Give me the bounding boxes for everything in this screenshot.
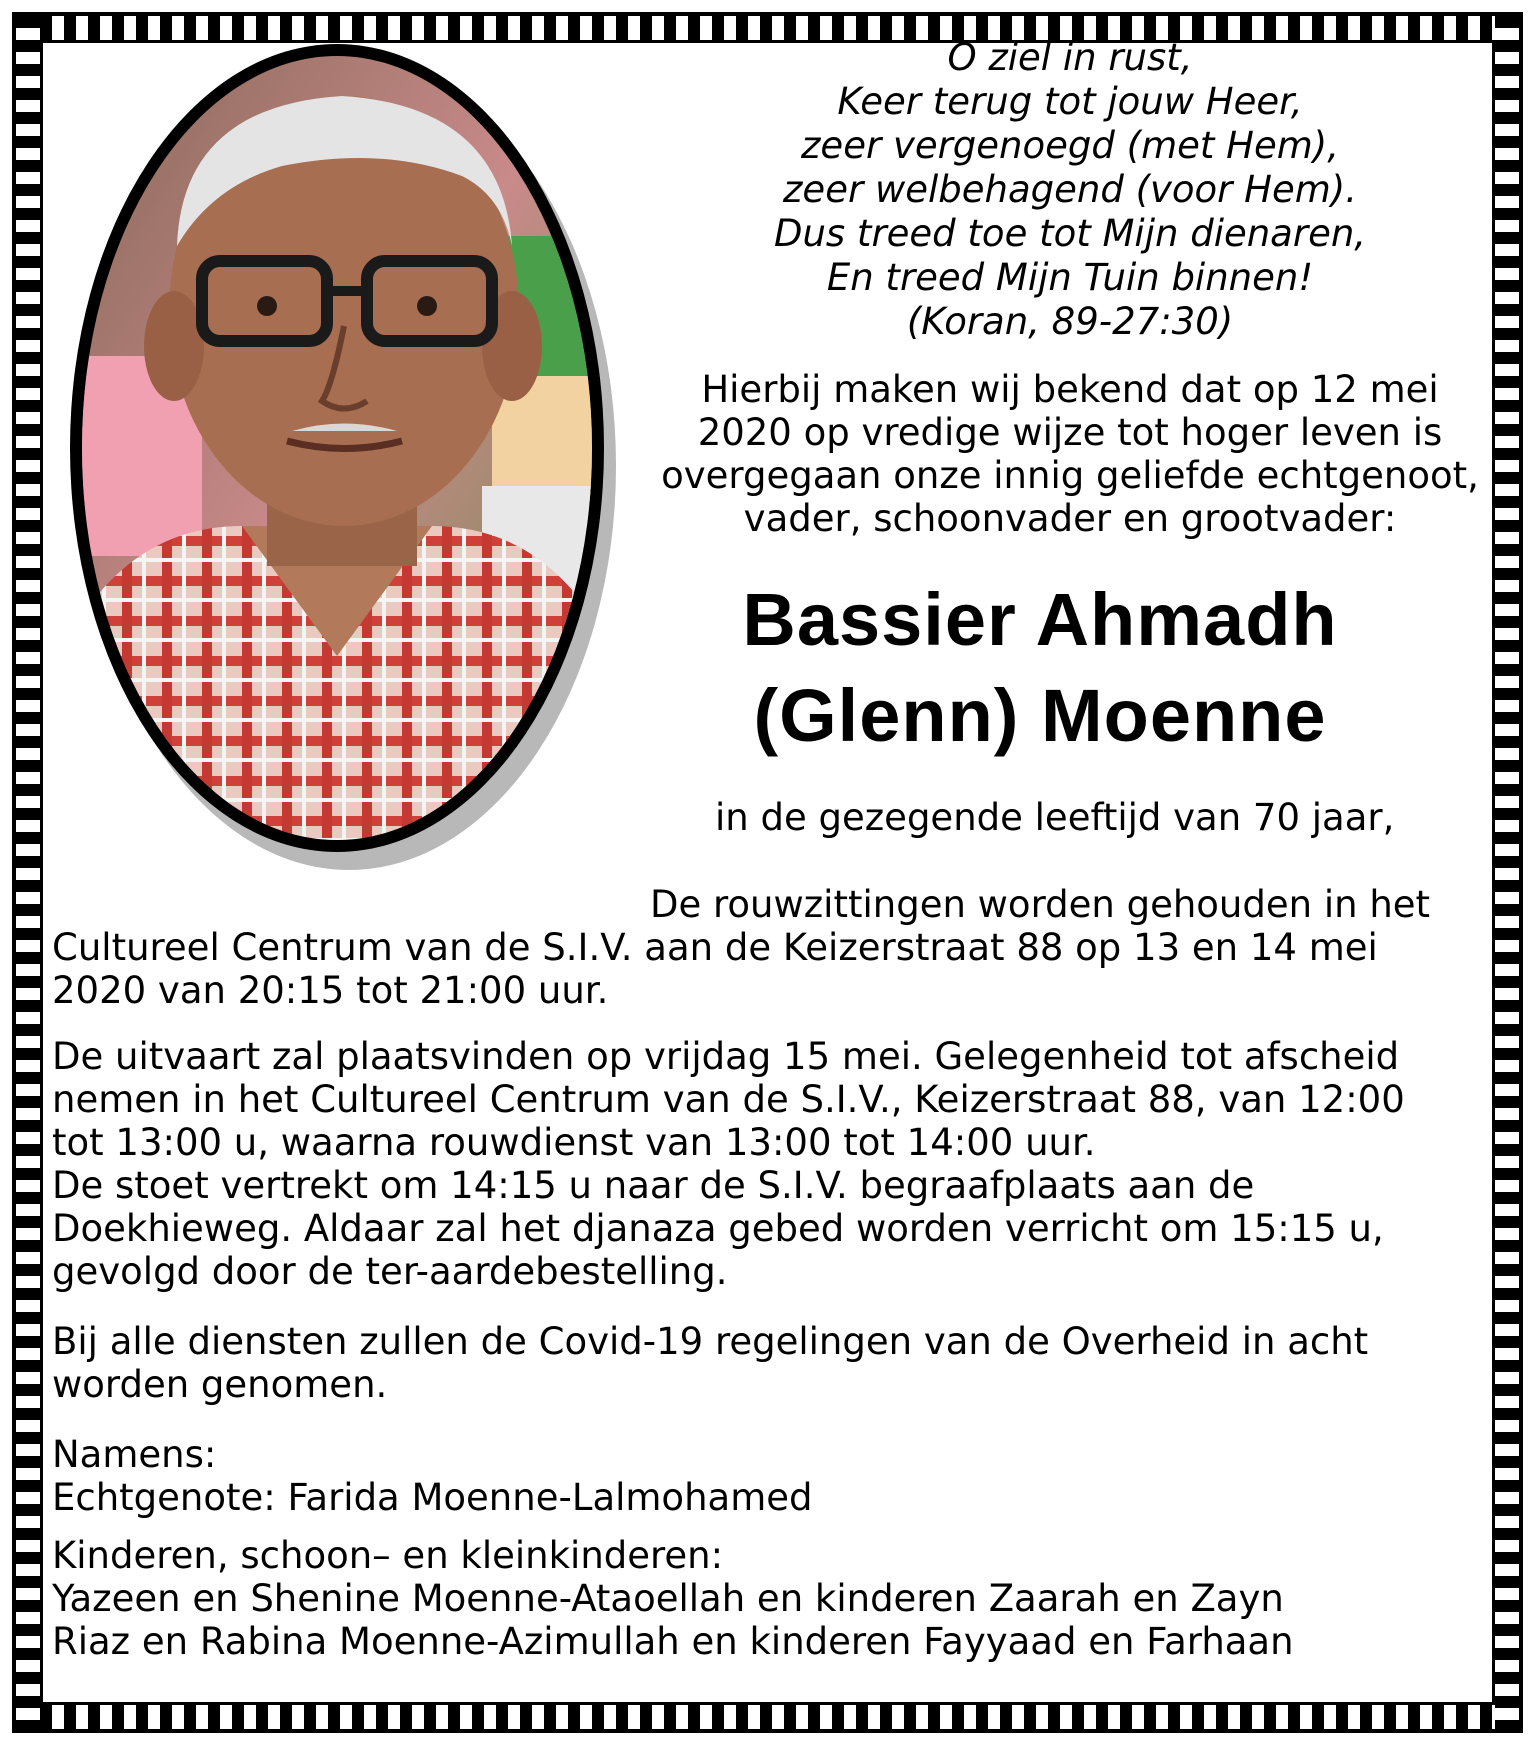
announcement-intro bbox=[620, 368, 1520, 540]
intro-line: 2020 op vredige wijze tot hoger leven is bbox=[697, 411, 1443, 454]
name-line-1: Bassier Ahmadh bbox=[742, 578, 1338, 661]
family-line: Riaz en Rabina Moenne-Azimullah en kinderen Fayyaad en Farhaan bbox=[52, 1620, 1294, 1663]
verse-citation: (Koran, 89-27:30) bbox=[906, 300, 1234, 343]
paragraph-line: De rouwzittingen worden gehouden in het bbox=[650, 883, 1431, 926]
covid-paragraph bbox=[52, 1320, 1472, 1406]
kinderen-heading: Kinderen, schoon– en kleinkinderen: bbox=[52, 1534, 724, 1577]
intro-line: Hierbij maken wij bekend dat op 12 mei bbox=[701, 368, 1439, 411]
checkered-border-bottom bbox=[16, 1705, 1519, 1729]
name-line-2: (Glenn) Moenne bbox=[753, 674, 1327, 757]
verse-line: zeer welbehagend (voor Hem). bbox=[783, 168, 1357, 211]
verse-line: Keer terug tot jouw Heer, bbox=[837, 80, 1303, 123]
age-line: in de gezegende leeftijd van 70 jaar, bbox=[715, 796, 1395, 839]
verse-line: zeer vergenoegd (met Hem), bbox=[801, 124, 1339, 167]
paragraph-line: De stoet vertrekt om 14:15 u naar de S.I.V. begraafplaats aan de bbox=[52, 1164, 1255, 1207]
paragraph-line: Bij alle diensten zullen de Covid-19 regelingen van de Overheid in acht bbox=[52, 1320, 1369, 1363]
paragraph-line: De uitvaart zal plaatsvinden op vrijdag 15 mei. Gelegenheid tot afscheid bbox=[52, 1035, 1400, 1078]
uitvaart-paragraph bbox=[52, 1035, 1472, 1293]
rouwzittingen-paragraph bbox=[52, 883, 1472, 1012]
namens-section bbox=[52, 1433, 1472, 1519]
checkered-border-left bbox=[16, 16, 40, 1729]
deceased-name bbox=[640, 572, 1440, 764]
paragraph-line: gevolgd door de ter-aardebestelling. bbox=[52, 1250, 728, 1293]
paragraph-line: nemen in het Cultureel Centrum van de S.I.V., Keizerstraat 88, van 12:00 bbox=[52, 1078, 1405, 1121]
paragraph-line: worden genomen. bbox=[52, 1363, 388, 1406]
intro-line: overgegaan onze innig geliefde echtgenoot, bbox=[661, 454, 1479, 497]
verse-line: En treed Mijn Tuin binnen! bbox=[826, 256, 1314, 299]
spouse-line: Echtgenote: Farida Moenne-Lalmohamed bbox=[52, 1476, 813, 1519]
portrait-frame bbox=[70, 44, 604, 852]
verse-line: Dus treed toe tot Mijn dienaren, bbox=[773, 212, 1367, 255]
paragraph-line: tot 13:00 u, waarna rouwdienst van 13:00 tot 14:00 uur. bbox=[52, 1121, 1096, 1164]
namens-heading: Namens: bbox=[52, 1433, 217, 1476]
kinderen-section bbox=[52, 1534, 1472, 1663]
intro-line: vader, schoonvader en grootvader: bbox=[743, 497, 1397, 540]
portrait-photo bbox=[82, 56, 592, 840]
koran-verse bbox=[620, 36, 1520, 344]
family-line: Yazeen en Shenine Moenne-Ataoellah en kinderen Zaarah en Zayn bbox=[52, 1577, 1284, 1620]
paragraph-line: 2020 van 20:15 tot 21:00 uur. bbox=[52, 969, 609, 1012]
paragraph-line: Doekhieweg. Aldaar zal het djanaza gebed worden verricht om 15:15 u, bbox=[52, 1207, 1384, 1250]
paragraph-line: Cultureel Centrum van de S.I.V. aan de Keizerstraat 88 op 13 en 14 mei bbox=[52, 926, 1378, 969]
verse-line: O ziel in rust, bbox=[947, 36, 1193, 79]
